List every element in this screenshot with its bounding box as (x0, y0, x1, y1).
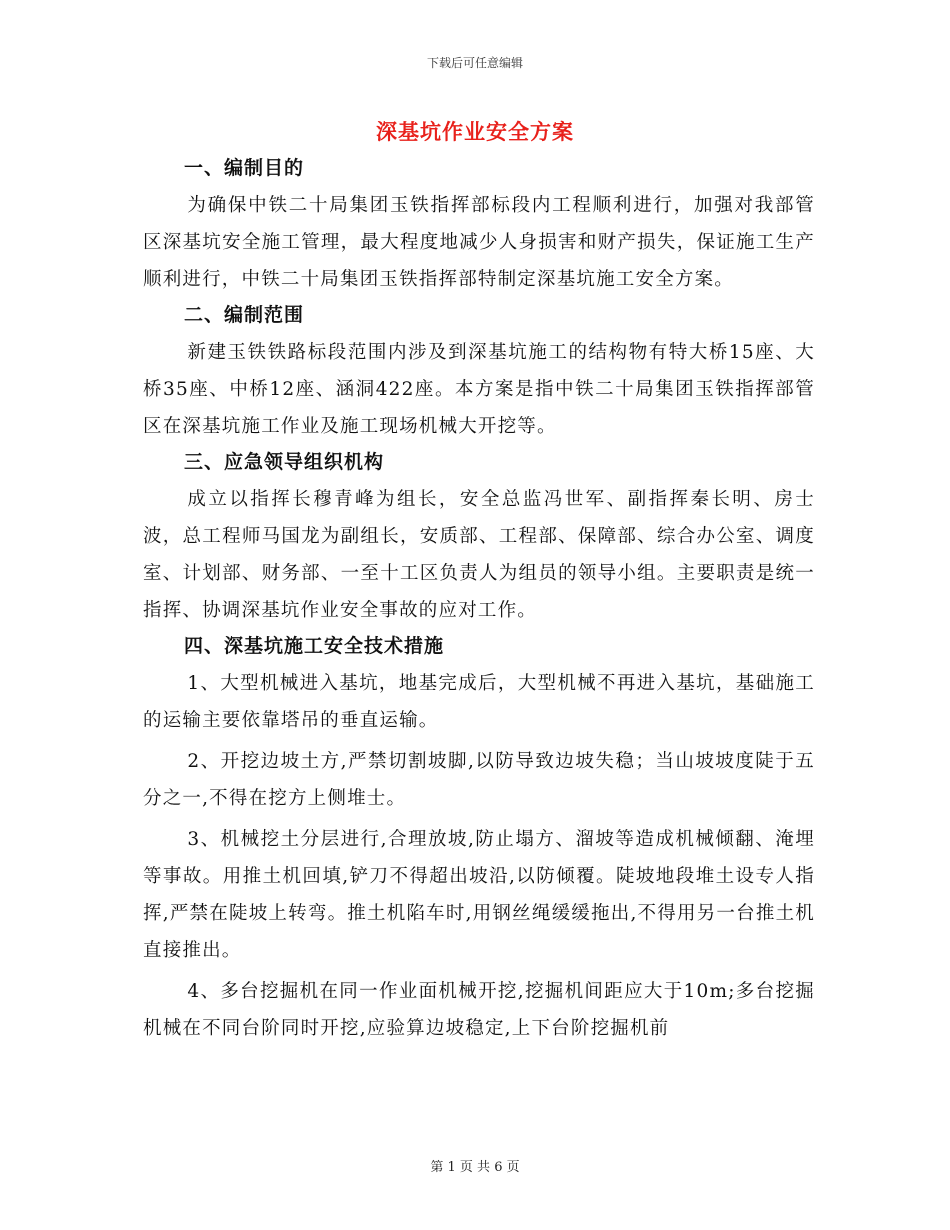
header-note: 下载后可任意编辑 (426, 56, 523, 70)
section-heading-measures: 四、深基坑施工安全技术措施 (184, 635, 445, 657)
page-footer: 第 1 页 共 6 页 (430, 1160, 520, 1175)
document-title: 深基坑作业安全方案 (376, 119, 574, 144)
section-heading-purpose: 一、编制目的 (184, 157, 305, 179)
measure-item-2: 2、开挖边坡土方,严禁切割坡脚,以防导致边坡失稳；当山坡坡度陡于五分之一,不得在挖方上侧堆士。 (143, 751, 815, 809)
section-paragraph: 成立以指挥长穆青峰为组长，安全总监冯世军、副指挥秦长明、房士波，总工程师马国龙为副组长，安质部、工程部、保障部、综合办公室、调度室、计划部、财务部、一至十工区负责人为组员的领导小组。主要职责是统一指挥、协调深基坑作业安全事故的应对工作。 (143, 489, 815, 621)
section-paragraph: 新建玉铁铁路标段范围内涉及到深基坑施工的结构物有特大桥15座、大桥35座、中桥12座、涵洞422座。本方案是指中铁二十局集团玉铁指挥部管区在深基坑施工作业及施工现场机械大开挖等。 (143, 342, 815, 437)
section-heading-scope: 二、编制范围 (184, 304, 305, 326)
measure-item-1: 1、大型机械进入基坑，地基完成后，大型机械不再进入基坑，基础施工的运输主要依靠塔吊的垂直运输。 (143, 673, 815, 731)
section-paragraph: 为确保中铁二十局集团玉铁指挥部标段内工程顺利进行，加强对我部管区深基坑安全施工管理，最大程度地减少人身损害和财产损失，保证施工生产顺利进行，中铁二十局集团玉铁指挥部特制定深基坑施工安全方案。 (143, 195, 815, 290)
measure-item-3: 3、机械挖土分层进行,合理放坡,防止塌方、溜坡等造成机械倾翻、淹埋等事故。用推土机回填,铲刀不得超出坡沿,以防倾覆。陡坡地段堆土设专人指挥,严禁在陡坡上转弯。推土机陷车时,用钢丝绳缓缓拖出,不得用另一台推土机直接推出。 (143, 829, 815, 961)
document-body (143, 151, 815, 1047)
measure-item-4: 4、多台挖掘机在同一作业面机械开挖,挖掘机间距应大于10m;多台挖掘机械在不同台阶同时开挖,应验算边坡稳定,上下台阶挖掘机前 (143, 981, 815, 1039)
section-heading-organization: 三、应急领导组织机构 (184, 451, 385, 473)
